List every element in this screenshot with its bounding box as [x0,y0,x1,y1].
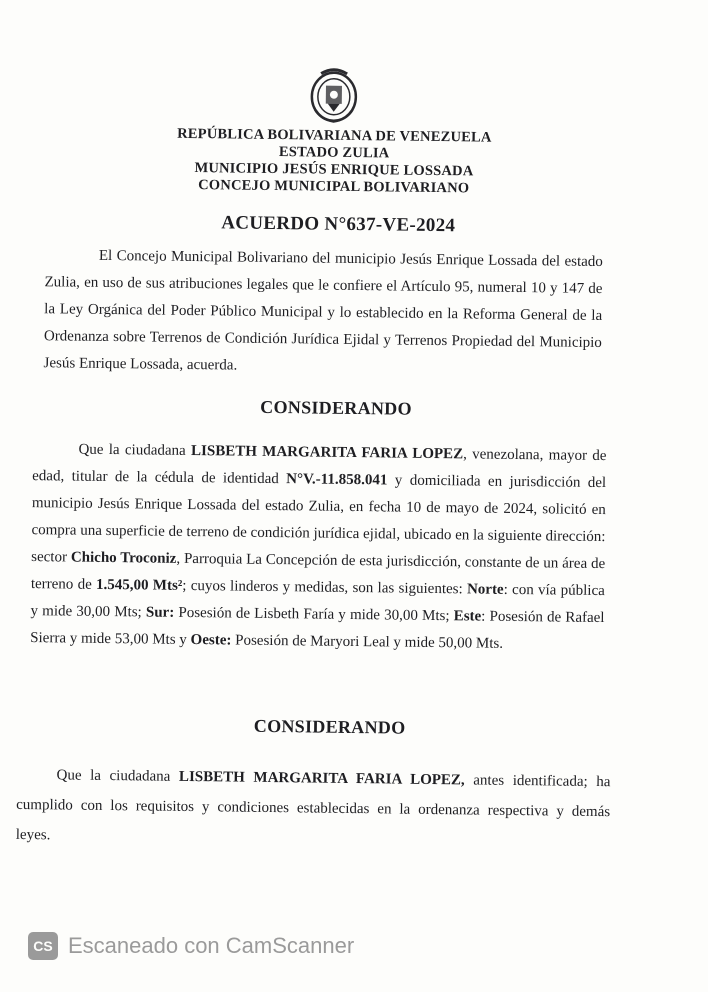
text-segment: , venezolana, mayor de edad, titular de la cédula de identidad [32,446,607,488]
document-header [144,125,525,198]
watermark-text: Escaneado con CamScanner [68,933,355,958]
document-title: ACUERDO N°637-VE-2024 [221,212,456,237]
citizen-name: LISBETH MARGARITA FARIA LOPEZ, [178,768,465,789]
camscanner-logo-icon: CS [28,932,58,960]
header-state: ESTADO ZULIA [278,144,390,162]
text-segment: Que la ciudadana [78,441,192,460]
text-segment: , Parroquia La Concepción de esta jurisdicción, constante de un área de terreno de [30,550,606,593]
considerando-paragraph-2 [16,760,611,857]
boundary-north: : con vía pública y mide 30,00 Mts; [30,581,605,621]
considerando-paragraph-1 [30,436,607,659]
text-segment: y domiciliada en jurisdicción del municipio Jesús Enrique Lossada del estado Zulia, en fecha 10 de mayo de 2024, solicitó en compra una superficie de terreno de condición jurídica ejidal, ubicado en la siguiente dirección: sector [31,472,607,566]
header-municipality: MUNICIPIO JESÚS ENRIQUE LOSSADA [194,160,474,180]
municipal-seal-icon [307,65,362,124]
text-segment: ; cuyos linderos y medidas, son las siguientes: [182,577,468,598]
boundary-west-label: Oeste: [190,632,232,649]
land-area: 1.545,00 Mts² [95,576,183,594]
text-segment: antes identificada; ha cumplido con los requisitos y condiciones establecidas en la ordenanza respectiva y demás leyes. [15,772,611,844]
camscanner-watermark [28,930,354,962]
boundary-south-label: Sur: [145,604,175,621]
header-republic: REPÚBLICA BOLIVARIANA DE VENEZUELA [177,125,492,146]
boundary-east-label: Este [453,608,482,625]
boundary-east: : Posesión de Rafael Sierra y mide 53,00 Mts y [30,608,605,649]
text-segment: Que la ciudadana [56,767,180,785]
header-council: CONCEJO MUNICIPAL BOLIVARIANO [198,177,470,197]
id-number: N°V.-11.858.041 [286,471,388,489]
boundary-west: Posesión de Maryori Leal y mide 50,00 Mts. [231,632,504,652]
considerando-heading-2: CONSIDERANDO [253,715,406,738]
intro-paragraph: El Concejo Municipal Bolivariano del municipio Jesús Enrique Lossada del estado Zulia, en uso de sus atribuciones legales que le confiere el Artículo 95, numeral 10 y 147 de la Ley Orgánica del Poder Público Municipal y lo establecido en la Reforma General de la Ordenanza sobre Terrenos de Condición Jurídica Ejidal y Terrenos Propiedad del Municipio Jesús Enrique Lossada, acuerda. [43,247,603,374]
sector-name: Chicho Troconiz [70,549,177,567]
boundary-south: Posesión de Lisbeth Faría y mide 30,00 Mts; [174,604,454,625]
boundary-north-label: Norte [466,581,504,598]
considerando-heading-1: CONSIDERANDO [260,396,412,419]
citizen-name: LISBETH MARGARITA FARIA LOPEZ [190,443,464,463]
